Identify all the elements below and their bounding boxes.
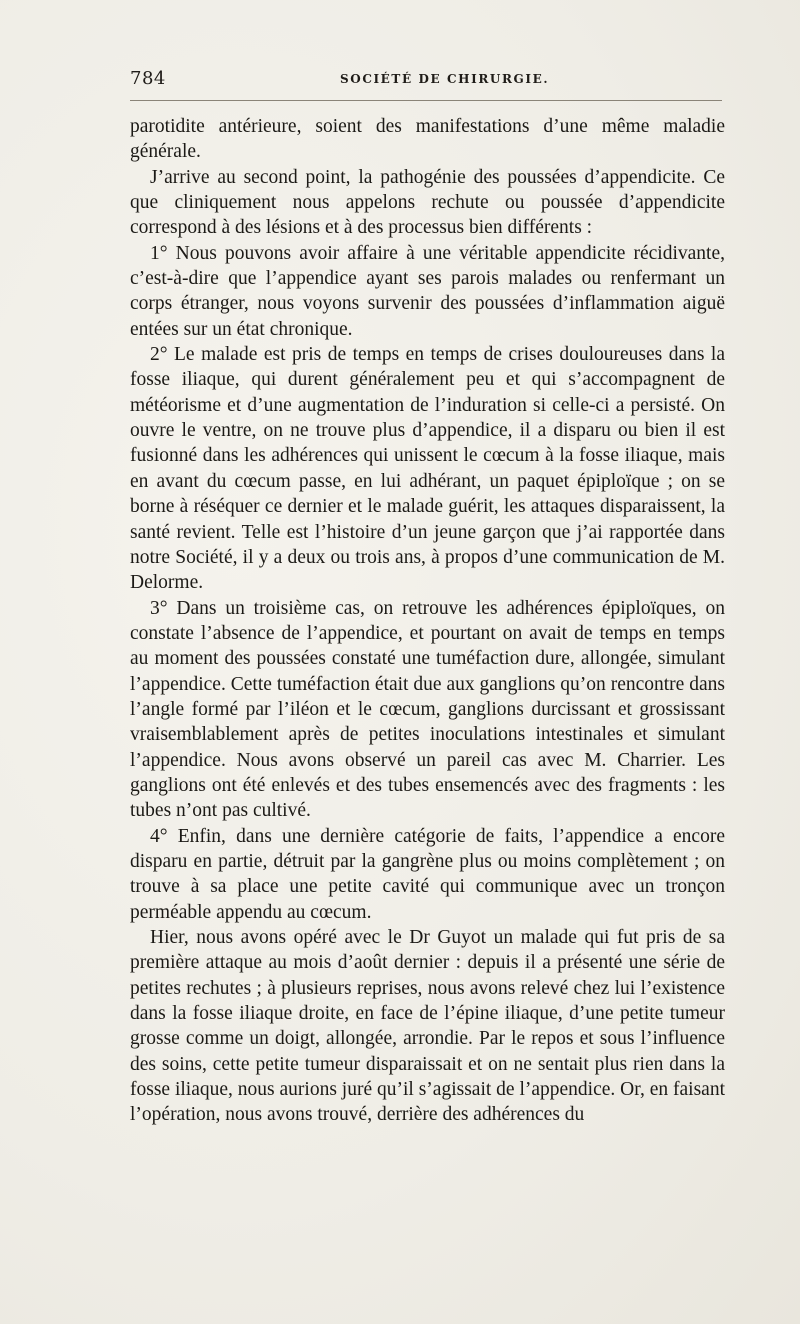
paragraph: 2° Le malade est pris de temps en temps de crises douloureuses dans la fosse iliaque, qui durent généralement peu et qui s’accompagnent de météorisme et d’une augmentation de l’induration si celle-ci a persisté. On ouvre le ventre, on ne trouve plus d’appendice, il a disparu ou bien il est fusionné dans les adhérences qui unissent le cœcum à la fosse iliaque, mais en avant du cœcum passe, en lui adhérant, un paquet épiploïque ; on se borne à réséquer ce dernier et le malade guérit, les attaques disparaissent, la santé revient. Telle est l’histoire d’un jeune garçon que j’ai rapportée dans notre Société, il y a deux ou trois ans, à propos d’une communication de M. Delorme. [130,344,725,594]
paragraph: 4° Enfin, dans une dernière catégorie de faits, l’appendice a encore disparu en partie, détruit par la gangrène plus ou moins complètement ; on trouve à sa place une petite cavité qui communique avec un tronçon perméable appendu au cœcum. [130,825,725,923]
paragraph: parotidite antérieure, soient des manifestations d’une même maladie générale. [130,116,725,163]
running-title: SOCIÉTÉ DE CHIRURGIE. [340,72,550,86]
running-head [130,68,722,92]
header-rule [130,100,722,101]
paragraph: 1° Nous pouvons avoir affaire à une véritable appendicite récidivante, c’est-à-dire que l’appendice ayant ses parois malades ou renfermant un corps étranger, nous voyons survenir des poussées d’inflammation aiguë entées sur un état chronique. [130,242,725,340]
paragraph: Hier, nous avons opéré avec le Dr Guyot un malade qui fut pris de sa première attaque au mois d’août dernier : depuis il a présenté une série de petites rechutes ; à plusieurs reprises, nous avons relevé chez lui l’existence dans la fosse iliaque droite, en face de l’épine iliaque, d’une petite tumeur grosse comme un doigt, allongée, arrondie. Par le repos et sous l’influence des soins, cette petite tumeur disparaissait et on ne sentait plus rien dans la fosse iliaque, nous aurions juré qu’il s’agissait de l’appendice. Or, en faisant l’opération, nous avons trouvé, derrière des adhérences du [130,927,725,1126]
page-number: 784 [130,68,166,89]
paragraph: J’arrive au second point, la pathogénie des poussées d’appendicite. Ce que cliniquement nous appelons rechute ou poussée d’appendicite correspond à des lésions et à des processus bien différents : [130,166,725,239]
paragraph: 3° Dans un troisième cas, on retrouve les adhérences épiploïques, on constate l’absence de l’appendice, et pourtant on avait de temps en temps au moment des poussées constaté une tuméfaction dure, allongée, simulant l’appendice. Cette tuméfaction était due aux ganglions qu’on rencontre dans l’angle formé par l’iléon et le cœcum, ganglions durcissant et grossissant vraisemblablement après de petites inoculations intestinales et simulant l’appendice. Nous avons observé un pareil cas avec M. Charrier. Les ganglions ont été enlevés et des tubes ensemencés avec des fragments : les tubes n’ont pas cultivé. [130,597,725,822]
body-text [130,114,725,1128]
